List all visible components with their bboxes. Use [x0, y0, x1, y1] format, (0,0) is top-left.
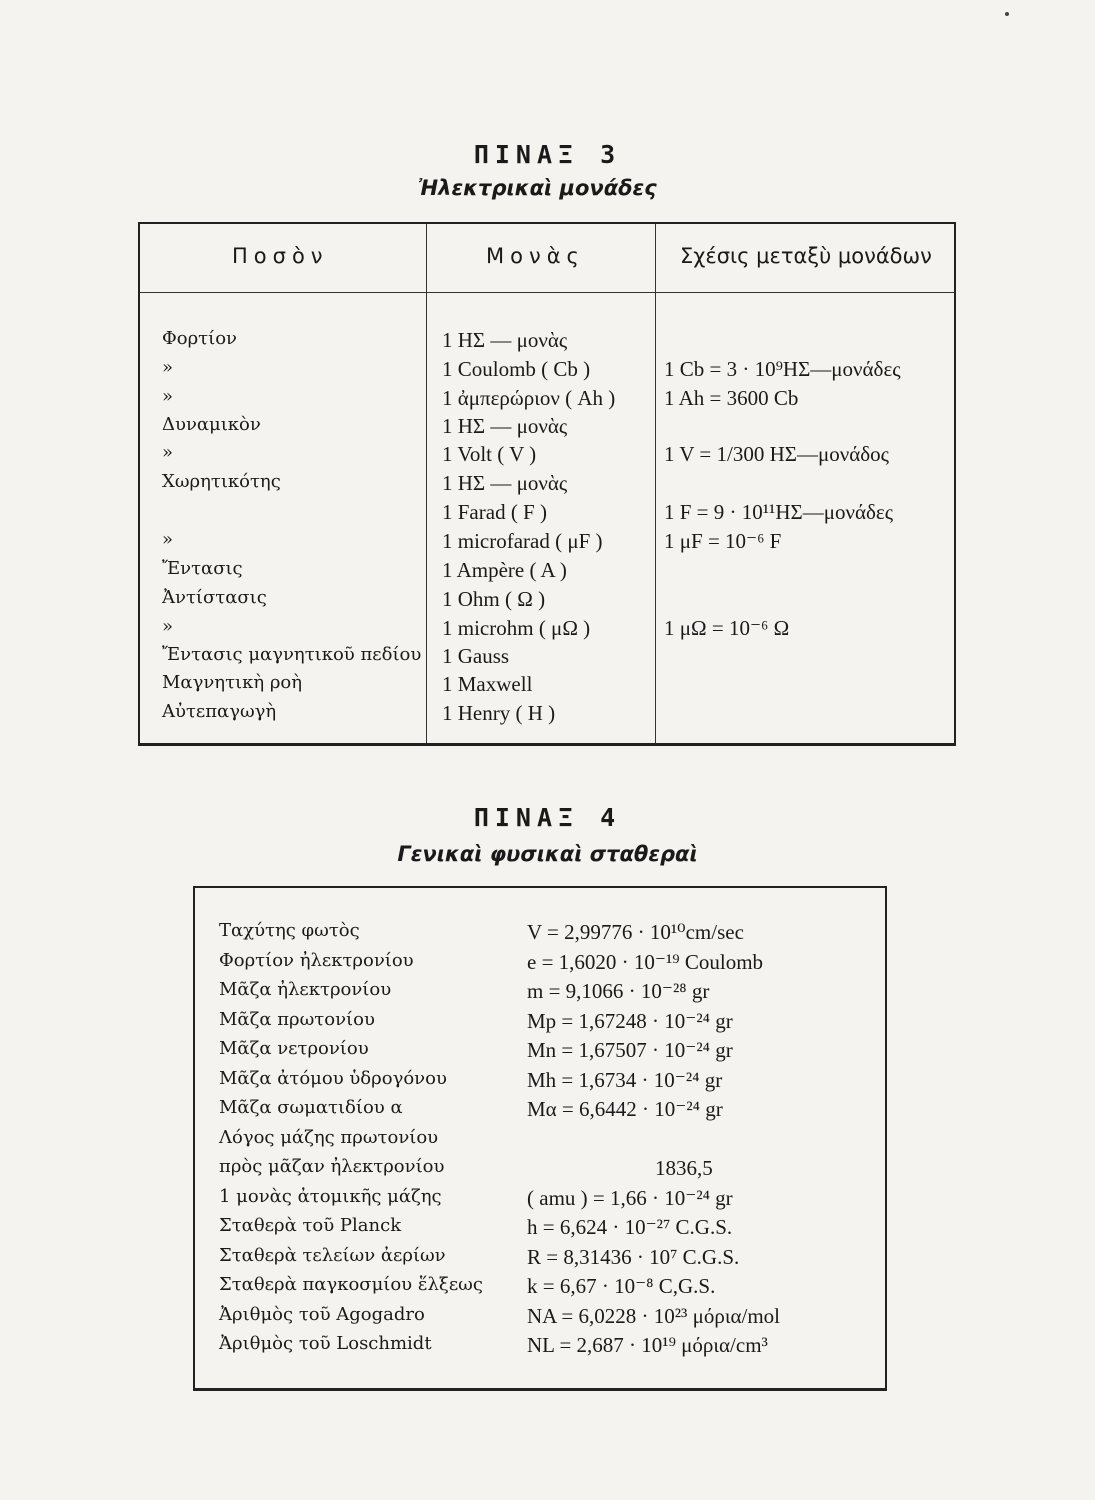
table4-name-cell: Μᾶζα ἀτόμου ὑδρογόνου	[219, 1067, 447, 1089]
table3-relation-cell: 1 μF = 10⁻⁶ F	[664, 529, 782, 553]
table3-quantity-cell: »	[162, 442, 174, 463]
table3-quantity-cell: »	[162, 386, 174, 407]
table3-row	[140, 328, 958, 357]
table4-title: ΠΙΝΑΞ 4	[473, 803, 622, 832]
table3-unit-cell: 1 microhm ( μΩ )	[442, 616, 591, 640]
table3-unit-cell: 1 Farad ( F )	[442, 500, 547, 524]
table3-quantity-cell: Ἔντασις	[162, 558, 243, 579]
table3-relation-cell: 1 F = 9 · 10¹¹ΗΣ—μονάδες	[664, 500, 894, 524]
table3-row	[140, 644, 958, 673]
table3-row	[140, 701, 958, 730]
table3-unit-cell: 1 Gauss	[442, 644, 510, 668]
table4-row	[195, 1215, 885, 1244]
table4-value-cell: R = 8,31436 · 10⁷ C.G.S.	[527, 1244, 740, 1269]
table3-electric-units	[138, 222, 956, 746]
table3-row	[140, 357, 958, 386]
table3-quantity-cell: Ἀντίστασις	[162, 587, 267, 608]
table4-name-cell: Μᾶζα πρωτονίου	[219, 1008, 375, 1030]
table3-unit-cell: 1 Maxwell	[442, 672, 533, 696]
table3-title: ΠΙΝΑΞ 3	[473, 140, 622, 169]
table4-value-cell: Mα = 6,6442 · 10⁻²⁴ gr	[527, 1097, 723, 1121]
table4-value-cell: V = 2,99776 · 10¹⁰cm/sec	[527, 920, 744, 944]
table3-quantity-cell: Χωρητικότης	[162, 471, 281, 492]
table3-quantity-cell: Φορτίον	[162, 328, 237, 349]
table3-unit-cell: 1 Coulomb ( Cb )	[442, 357, 591, 381]
table4-value-cell: Mn = 1,67507 · 10⁻²⁴ gr	[527, 1038, 733, 1062]
table4-row	[195, 1127, 885, 1156]
table4-row	[195, 979, 885, 1008]
table3-relation-cell: 1 μΩ = 10⁻⁶ Ω	[664, 616, 790, 640]
page-speck	[1005, 12, 1009, 16]
table3-quantity-cell: Ἔντασις μαγνητικοῦ πεδίου	[162, 644, 422, 665]
table3-row	[140, 500, 958, 529]
table4-row	[195, 1245, 885, 1274]
table4-name-cell: Φορτίον ἠλεκτρονίου	[219, 949, 414, 971]
table4-value-cell: Mh = 1,6734 · 10⁻²⁴ gr	[527, 1067, 723, 1092]
table3-row	[140, 414, 958, 443]
table4-row	[195, 1097, 885, 1126]
table4-row	[195, 1068, 885, 1097]
table3-header-relation: Σχέσις μεταξὺ μονάδων	[680, 244, 932, 268]
table4-value-cell: e = 1,6020 · 10⁻¹⁹ Coulomb	[527, 949, 764, 974]
table4-physical-constants	[193, 886, 887, 1391]
table4-value-cell: m = 9,1066 · 10⁻²⁸ gr	[527, 979, 710, 1003]
table4-row	[195, 1038, 885, 1067]
table3-unit-cell: 1 ἀμπερώριον ( Ah )	[442, 386, 616, 410]
table3-unit-cell: 1 Henry ( H )	[442, 701, 556, 725]
table4-name-cell: 1 μονὰς ἀτομικῆς μάζης	[219, 1185, 442, 1207]
table3-unit-cell: 1 Ohm ( Ω )	[442, 587, 546, 611]
table4-name-cell: Σταθερὰ παγκοσμίου ἕλξεως	[219, 1274, 483, 1295]
table4-row	[195, 1274, 885, 1303]
table3-row	[140, 558, 958, 587]
table3-quantity-cell: »	[162, 529, 174, 550]
table4-name-cell: Ἀριθμὸς τοῦ Agogadro	[219, 1303, 425, 1325]
table3-relation-cell: 1 Cb = 3 · 10⁹ΗΣ—μονάδες	[664, 357, 901, 381]
table3-unit-cell: 1 ΗΣ — μονὰς	[442, 414, 568, 438]
table3-unit-cell: 1 microfarad ( μF )	[442, 529, 603, 553]
table3-row	[140, 529, 958, 558]
table4-name-cell: Ταχύτης φωτὸς	[219, 920, 360, 941]
table3-unit-cell: 1 Volt ( V )	[442, 442, 537, 466]
table3-header-unit: Μονὰς	[486, 244, 585, 268]
table4-value-cell: Mp = 1,67248 · 10⁻²⁴ gr	[527, 1008, 733, 1033]
table4-subtitle: Γενικαὶ φυσικαὶ σταθεραὶ	[397, 842, 698, 866]
table3-unit-cell: 1 ΗΣ — μονὰς	[442, 471, 568, 495]
table4-value-cell: NL = 2,687 · 10¹⁹ μόρια/cm³	[527, 1333, 768, 1357]
table3-quantity-cell: Μαγνητικὴ ροὴ	[162, 672, 303, 693]
table4-value-cell: ( amu ) = 1,66 · 10⁻²⁴ gr	[527, 1185, 733, 1210]
table3-row	[140, 616, 958, 645]
table4-row	[195, 1333, 885, 1362]
table3-header-rule	[140, 292, 954, 293]
table3-unit-cell: 1 ΗΣ — μονὰς	[442, 328, 568, 352]
table4-row	[195, 1156, 885, 1185]
table4-name-cell: Σταθερὰ τελείων ἀερίων	[219, 1244, 446, 1266]
table4-value-cell: k = 6,67 · 10⁻⁸ C,G.S.	[527, 1274, 716, 1298]
table3-row	[140, 672, 958, 701]
table4-value-cell: NA = 6,0228 · 10²³ μόρια/mol	[527, 1303, 780, 1328]
table4-row	[195, 1304, 885, 1333]
table3-unit-cell: 1 Ampère ( A )	[442, 558, 567, 582]
table4-name-cell: Λόγος μάζης πρωτονίου	[219, 1126, 439, 1148]
table3-quantity-cell: Δυναμικὸν	[162, 414, 261, 435]
table3-row	[140, 587, 958, 616]
table3-row	[140, 386, 958, 415]
table3-row	[140, 442, 958, 471]
table3-row	[140, 471, 958, 500]
table4-row	[195, 1009, 885, 1038]
table4-row	[195, 950, 885, 979]
table4-name-cell: Μᾶζα ἠλεκτρονίου	[219, 979, 392, 1000]
table4-row	[195, 920, 885, 949]
table3-quantity-cell: »	[162, 616, 174, 637]
table4-row	[195, 1186, 885, 1215]
table3-subtitle: Ἠλεκτρικαὶ μονάδες	[418, 176, 657, 200]
table3-quantity-cell: Αὐτεπαγωγὴ	[162, 701, 277, 722]
table4-name-cell: Σταθερὰ τοῦ Planck	[219, 1215, 402, 1236]
table4-value-cell: h = 6,624 · 10⁻²⁷ C.G.S.	[527, 1215, 733, 1239]
table3-relation-cell: 1 Ah = 3600 Cb	[664, 386, 799, 410]
table4-name-cell: Μᾶζα σωματιδίου α	[219, 1097, 403, 1118]
table4-value-cell: 1836,5	[655, 1156, 713, 1180]
table4-name-cell: πρὸς μᾶζαν ἠλεκτρονίου	[219, 1156, 445, 1177]
table4-name-cell: Μᾶζα νετρονίου	[219, 1038, 369, 1059]
table3-relation-cell: 1 V = 1/300 ΗΣ—μονάδος	[664, 442, 889, 466]
table3-quantity-cell: »	[162, 357, 174, 378]
table3-header-quantity: Ποσὸν	[232, 244, 329, 268]
table4-name-cell: Ἀριθμὸς τοῦ Loschmidt	[219, 1333, 432, 1354]
